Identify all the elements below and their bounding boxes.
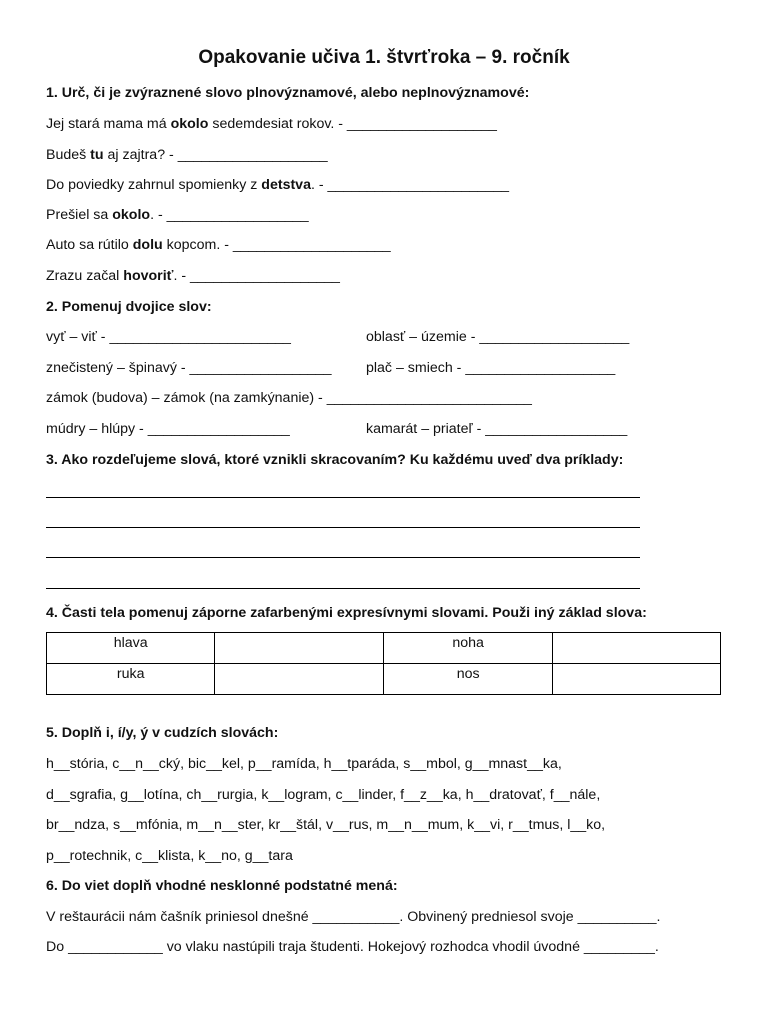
body-parts-table bbox=[46, 632, 721, 695]
s2-pair-2-right: plač – smiech - ___________________ bbox=[366, 360, 616, 376]
s1-sentence-3-pre: Do poviedky zahrnul spomienky z bbox=[46, 177, 262, 193]
s2-pair-4-right: kamarát – priateľ - __________________ bbox=[366, 421, 628, 437]
s1-sentence-3-post: . - _______________________ bbox=[310, 177, 509, 193]
table-row bbox=[47, 664, 721, 695]
s1-sentence-6 bbox=[46, 267, 340, 285]
s2-pair-1-right: oblasť – územie - ___________________ bbox=[366, 329, 630, 345]
s1-sentence-3-bold: detstva bbox=[261, 177, 311, 193]
section-2-heading: 2. Pomenuj dvojice slov: bbox=[46, 299, 212, 315]
table-cell: hlava bbox=[47, 633, 215, 664]
s1-sentence-6-post: . - ___________________ bbox=[173, 268, 340, 284]
s5-line-3: br__ndza, s__mfónia, m__n__ster, kr__štál, v__rus, m__n__mum, k__vi, r__tmus, l__ko, bbox=[46, 817, 606, 833]
table-cell: noha bbox=[384, 633, 552, 664]
s2-pair-3: zámok (budova) – zámok (na zamkýnanie) - __________________________ bbox=[46, 390, 532, 406]
section-4-heading: 4. Časti tela pomenuj záporne zafarbenými expresívnymi slovami. Použi iný základ slova: bbox=[46, 605, 647, 621]
page-title: Opakovanie učiva 1. štvrťroka – 9. ročník bbox=[198, 47, 570, 68]
answer-line bbox=[46, 497, 640, 498]
s2-pair-2-left: znečistený – špinavý - __________________ bbox=[46, 360, 332, 376]
s5-line-2: d__sgrafia, g__lotína, ch__rurgia, k__logram, c__linder, f__z__ka, h__dratovať, f__nále, bbox=[46, 787, 601, 803]
table-cell bbox=[215, 633, 384, 664]
table-cell bbox=[552, 633, 720, 664]
s1-sentence-5-bold: dolu bbox=[132, 237, 163, 253]
s2-pair-4-left: múdry – hlúpy - __________________ bbox=[46, 421, 290, 437]
answer-line bbox=[46, 527, 640, 528]
s1-sentence-6-bold: hovoriť bbox=[123, 268, 174, 284]
table-cell bbox=[552, 664, 720, 695]
s2-pair-1-left: vyť – viť - _______________________ bbox=[46, 329, 291, 345]
section-3-heading: 3. Ako rozdeľujeme slová, ktoré vznikli skracovaním? Ku každému uveď dva príklady: bbox=[46, 452, 624, 468]
s1-sentence-1-bold: okolo bbox=[170, 116, 209, 132]
s6-line-1: V reštaurácii nám čašník priniesol dnešné ___________. Obvinený predniesol svoje __________. bbox=[46, 909, 661, 925]
s1-sentence-4-pre: Prešiel sa bbox=[46, 207, 113, 223]
table-row bbox=[47, 633, 721, 664]
answer-line bbox=[46, 557, 640, 558]
s1-sentence-2 bbox=[46, 146, 328, 164]
s1-sentence-5 bbox=[46, 236, 391, 254]
s1-sentence-2-pre: Budeš bbox=[46, 147, 91, 163]
s6-line-2: Do ____________ vo vlaku nastúpili traja študenti. Hokejový rozhodca vhodil úvodné _________. bbox=[46, 939, 659, 955]
table-cell: ruka bbox=[47, 664, 215, 695]
s5-line-1: h__stória, c__n__cký, bic__kel, p__ramída, h__tparáda, s__mbol, g__mnast__ka, bbox=[46, 756, 562, 772]
s1-sentence-2-post: aj zajtra? - ___________________ bbox=[103, 147, 328, 163]
answer-line bbox=[46, 588, 640, 589]
s1-sentence-1-pre: Jej stará mama má bbox=[46, 116, 171, 132]
table-cell bbox=[215, 664, 384, 695]
s1-sentence-1 bbox=[46, 115, 497, 133]
section-1-heading: 1. Urč, či je zvýraznené slovo plnovýznamové, alebo neplnovýznamové: bbox=[46, 85, 530, 101]
s1-sentence-4 bbox=[46, 206, 309, 224]
s5-line-4: p__rotechnik, c__klista, k__no, g__tara bbox=[46, 848, 293, 864]
s1-sentence-2-bold: tu bbox=[90, 147, 104, 163]
s1-sentence-4-bold: okolo bbox=[112, 207, 151, 223]
s1-sentence-6-pre: Zrazu začal bbox=[46, 268, 124, 284]
section-5-heading: 5. Doplň i, í/y, ý v cudzích slovách: bbox=[46, 725, 279, 741]
section-6-heading: 6. Do viet doplň vhodné nesklonné podstatné mená: bbox=[46, 878, 398, 894]
s1-sentence-4-post: . - __________________ bbox=[150, 207, 309, 223]
s1-sentence-5-post: kopcom. - ____________________ bbox=[162, 237, 391, 253]
s1-sentence-1-post: sedemdesiat rokov. - ___________________ bbox=[208, 116, 497, 132]
s1-sentence-5-pre: Auto sa rútilo bbox=[46, 237, 133, 253]
s1-sentence-3 bbox=[46, 176, 509, 194]
table-cell: nos bbox=[384, 664, 552, 695]
